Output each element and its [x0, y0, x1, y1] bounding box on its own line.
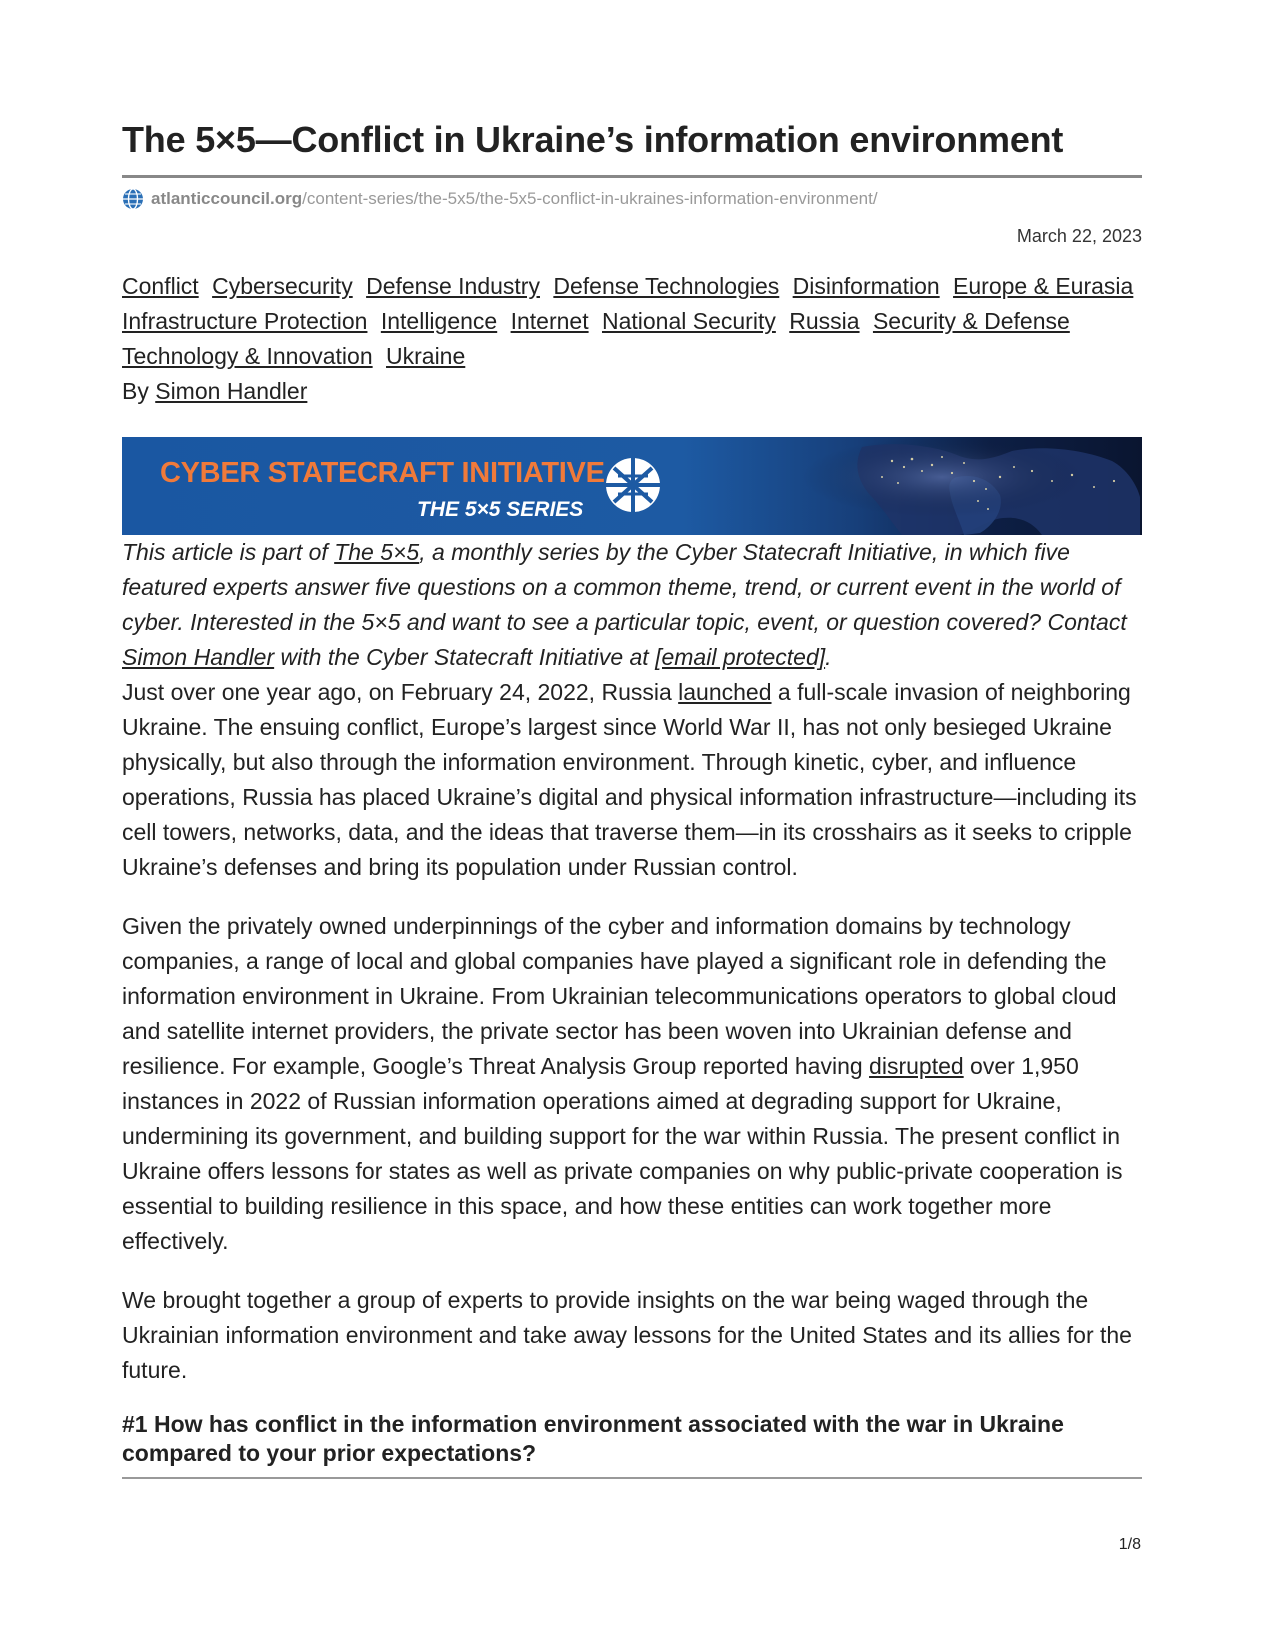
paragraph	[122, 909, 1142, 1259]
paragraph-text: Given the privately owned underpinnings of the cyber and information domains by technology companies, a range of local and global companies have played a significant role in defending the information environment in Ukraine. From Ukrainian telecommunications operators to global cloud and satellite internet providers, the private sector has been woven into Ukrainian defense and resilience. For example, Google’s Threat Analysis Group reported having	[122, 913, 1117, 1080]
intro-text: , a monthly series by the Cyber Statecraft Initiative, in which five featured experts answer five questions on a common theme, trend, or current event in the world of cyber. Interested in the 5×5 and want to see a particular topic, event, or question covered? Contact	[122, 539, 1127, 636]
paragraph-text: Just over one year ago, on February 24, 2022, Russia	[122, 679, 679, 706]
tag-link[interactable]: Ukraine	[386, 343, 466, 370]
intro-text: This article is part of	[122, 539, 335, 566]
tag-link[interactable]: Disinformation	[792, 273, 940, 300]
tag-link[interactable]: Infrastructure Protection	[122, 308, 368, 335]
paragraph: We brought together a group of experts to provide insights on the war being waged through the Ukrainian information environment and take away lessons for the United States and its allies for the future.	[122, 1287, 1132, 1384]
source-domain: atlanticcouncil.org	[151, 189, 303, 209]
article-body	[122, 535, 1142, 1388]
series-banner	[122, 437, 1142, 535]
source-path: /content-series/the-5x5/the-5x5-conflict-in-ukraines-information-environment/	[302, 189, 878, 209]
paragraph	[122, 675, 1142, 885]
page-number: 1/8	[1118, 1536, 1141, 1553]
launched-link[interactable]: launched	[678, 679, 772, 706]
tag-link[interactable]: Defense Technologies	[553, 273, 780, 300]
source-url[interactable]	[122, 188, 1142, 210]
question-heading: #1 How has conflict in the information environment associated with the war in Ukraine compared to your prior expectations?	[122, 1411, 1064, 1467]
series-intro	[122, 535, 1142, 675]
paragraph-text: a full-scale invasion of neighboring Ukraine. The ensuing conflict, Europe’s largest since World War II, has not only besieged Ukraine physically, but also through the information environment. Through kinetic, cyber, and influence operations, Russia has placed Ukraine’s digital and physical information infrastructure—including its cell towers, networks, data, and the ideas that traverse them—in its crosshairs as it seeks to cripple Ukraine’s defenses and bring its population under Russian control.	[122, 679, 1137, 881]
tag-link[interactable]: Internet	[510, 308, 589, 335]
intro-text: .	[825, 644, 832, 671]
tag-link[interactable]: National Security	[601, 308, 776, 335]
tag-link[interactable]: Cybersecurity	[212, 273, 353, 300]
paragraph-text: over 1,950 instances in 2022 of Russian information operations aimed at degrading support for Ukraine, undermining its government, and building support for the war within Russia. The present conflict in Ukraine offers lessons for states as well as private companies on why public-private cooperation is essential to building resilience in this space, and how these entities can work together more effectively.	[122, 1053, 1123, 1255]
contact-link[interactable]: Simon Handler	[122, 644, 275, 671]
intro-text: with the Cyber Statecraft Initiative at	[274, 644, 656, 671]
globe-icon	[122, 188, 144, 210]
tag-link[interactable]: Technology & Innovation	[122, 343, 373, 370]
disrupted-link[interactable]: disrupted	[869, 1053, 964, 1080]
tag-link[interactable]: Conflict	[122, 273, 199, 300]
banner-title: CYBER STATECRAFT INITIATIVE	[160, 457, 605, 490]
email-link[interactable]: [email protected]	[655, 644, 826, 671]
question-divider	[122, 1477, 1142, 1479]
tag-link[interactable]: Defense Industry	[366, 273, 540, 300]
byline	[122, 374, 1142, 409]
tag-link[interactable]: Russia	[789, 308, 860, 335]
article	[122, 118, 1142, 1479]
byline-prefix: By	[122, 378, 156, 405]
world-map-image	[742, 437, 1142, 535]
banner-subtitle: THE 5×5 SERIES	[417, 498, 584, 522]
title-divider	[122, 175, 1142, 178]
article-title: The 5×5—Conflict in Ukraine’s information environment	[122, 119, 1064, 160]
atlantic-council-logo-icon	[604, 456, 662, 514]
tag-link[interactable]: Security & Defense	[872, 308, 1070, 335]
tag-list	[122, 269, 1142, 374]
author-link[interactable]: Simon Handler	[155, 378, 308, 405]
series-link[interactable]: The 5×5	[334, 539, 420, 566]
tag-link[interactable]: Intelligence	[380, 308, 498, 335]
publish-date: March 22, 2023	[1016, 226, 1142, 247]
tag-link[interactable]: Europe & Eurasia	[953, 273, 1134, 300]
